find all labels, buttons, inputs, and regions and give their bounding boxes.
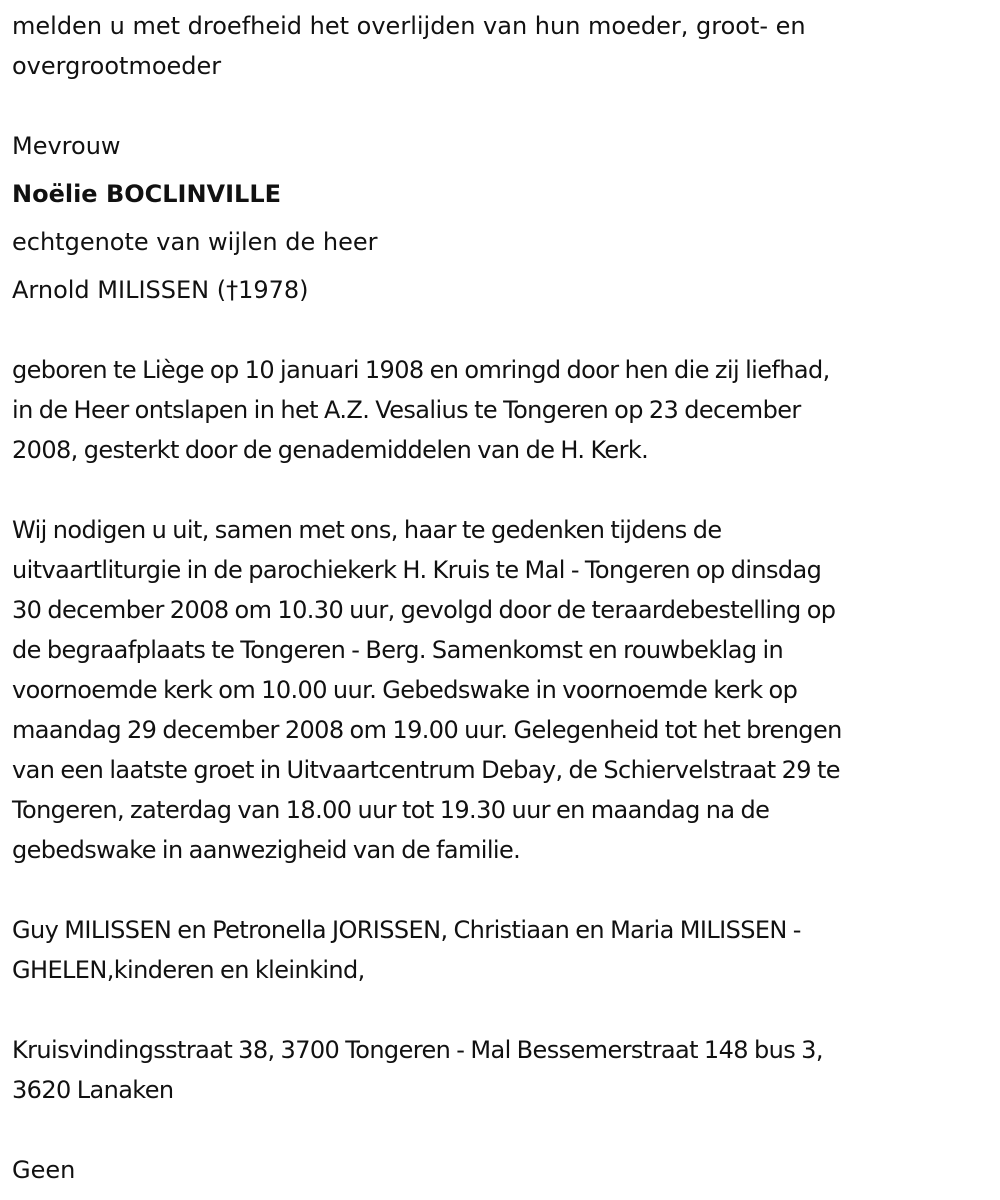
intro-paragraph <box>12 6 988 86</box>
spacer <box>12 870 988 910</box>
invitation-paragraph <box>12 510 988 870</box>
address-line: Kruisvindingsstraat 38, 3700 Tongeren - Mal Bessemerstraat 148 bus 3, <box>12 1036 823 1064</box>
spacer <box>12 990 988 1030</box>
invitation-line: voornoemde kerk om 10.00 uur. Gebedswake in voornoemde kerk op <box>12 676 798 704</box>
spouse-name: Arnold MILISSEN (†1978) <box>12 276 309 304</box>
family-line: Guy MILISSEN en Petronella JORISSEN, Christiaan en Maria MILISSEN - <box>12 916 801 944</box>
invitation-line: maandag 29 december 2008 om 19.00 uur. Gelegenheid tot het brengen <box>12 716 842 744</box>
spacer <box>12 470 988 510</box>
family-paragraph <box>12 910 988 990</box>
invitation-line: van een laatste groet in Uitvaartcentrum Debay, de Schiervelstraat 29 te <box>12 756 840 784</box>
address-paragraph <box>12 1030 988 1110</box>
closing-text: Geen <box>12 1156 76 1184</box>
deceased-name: Noëlie BOCLINVILLE <box>12 180 282 208</box>
invitation-line: uitvaartliturgie in de parochiekerk H. Kruis te Mal - Tongeren op dinsdag <box>12 556 822 584</box>
birth-death-line: in de Heer ontslapen in het A.Z. Vesalius te Tongeren op 23 december <box>12 396 801 424</box>
invitation-line: Wij nodigen u uit, samen met ons, haar te gedenken tijdens de <box>12 516 722 544</box>
intro-line: melden u met droefheid het overlijden van hun moeder, groot- en <box>12 12 806 40</box>
family-line: GHELEN,kinderen en kleinkind, <box>12 956 365 984</box>
deceased-block <box>12 126 988 310</box>
spouse-intro: echtgenote van wijlen de heer <box>12 228 378 256</box>
invitation-line: Tongeren, zaterdag van 18.00 uur tot 19.30 uur en maandag na de <box>12 796 770 824</box>
birth-death-line: geboren te Liège op 10 januari 1908 en omringd door hen die zij liefhad, <box>12 356 830 384</box>
invitation-line: 30 december 2008 om 10.30 uur, gevolgd door de teraardebestelling op <box>12 596 836 624</box>
birth-death-paragraph <box>12 350 988 470</box>
spacer <box>12 1110 988 1150</box>
spacer <box>12 310 988 350</box>
intro-line: overgrootmoeder <box>12 52 222 80</box>
birth-death-line: 2008, gesterkt door de genademiddelen van de H. Kerk. <box>12 436 649 464</box>
spacer <box>12 86 988 126</box>
closing-paragraph <box>12 1150 988 1190</box>
deceased-title: Mevrouw <box>12 132 121 160</box>
invitation-line: gebedswake in aanwezigheid van de familie. <box>12 836 521 864</box>
address-line: 3620 Lanaken <box>12 1076 174 1104</box>
invitation-line: de begraafplaats te Tongeren - Berg. Samenkomst en rouwbeklag in <box>12 636 784 664</box>
